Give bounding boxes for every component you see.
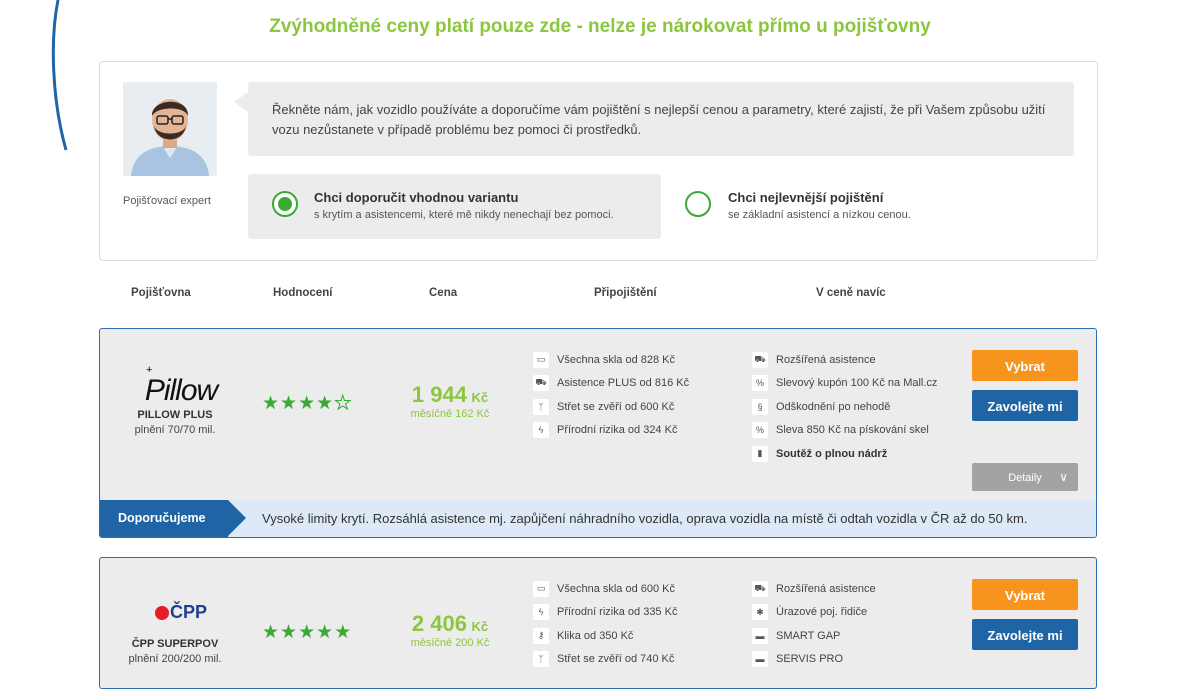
rating-stars: [262, 392, 352, 415]
included-item: [752, 395, 937, 419]
column-header-insurer: Pojišťovna: [131, 287, 191, 299]
paragraph-icon: §: [752, 399, 768, 415]
included-list: [752, 577, 876, 671]
extra-item[interactable]: [533, 648, 677, 672]
logo-sparkle-icon: +: [146, 364, 153, 376]
radio-selected-icon[interactable]: [272, 191, 298, 217]
call-me-button[interactable]: Zavolejte mi: [972, 619, 1078, 650]
option-title: Chci doporučit vhodnou variantu: [314, 190, 519, 205]
included-label: Rozšířená asistence: [776, 353, 876, 366]
included-item: [752, 348, 937, 372]
included-label: Slevový kupón 100 Kč na Mall.cz: [776, 377, 938, 390]
extra-item[interactable]: [533, 577, 677, 601]
price: [400, 382, 500, 408]
included-item: [752, 624, 876, 648]
option-subtitle: s krytím a asistencemi, které mě nikdy nenechají bez pomoci.: [314, 209, 614, 221]
included-label: Odškodnění po nehodě: [776, 400, 891, 413]
column-header-included: V ceně navíc: [816, 287, 886, 299]
insurer-logo: [126, 364, 236, 408]
tow-truck-icon: ⛟: [752, 581, 768, 597]
star-icon: ★: [262, 393, 281, 414]
key-icon: ⚷: [533, 628, 549, 644]
extra-label: Všechna skla od 600 Kč: [557, 582, 676, 595]
price-amount: 2 406: [411, 611, 467, 636]
extra-label: Střet se zvěří od 600 Kč: [557, 400, 675, 413]
product-coverage: plnění 70/70 mil.: [134, 424, 216, 436]
star-icon: ★: [298, 622, 317, 643]
column-header-price: Cena: [429, 287, 458, 299]
recommend-tag: Doporučujeme: [100, 500, 228, 537]
headline: Zvýhodněné ceny platí pouze zde - nelze je nárokovat přímo u pojišťovny: [269, 16, 931, 37]
included-label: Rozšířená asistence: [776, 582, 876, 595]
advisor-message: Řekněte nám, jak vozidlo používáte a doporučíme vám pojištění s nejlepší cenou a parametry, které zajistí, že při Vašem způsobu užití vozu nezůstanete v případě problému bez pomoci či prostředků.: [272, 102, 1046, 137]
price-currency: Kč: [471, 619, 489, 634]
star-icon: ★: [280, 622, 299, 643]
option-recommended[interactable]: [248, 174, 661, 239]
deer-icon: ᛉ: [533, 651, 549, 667]
price-monthly: měsíčně 200 Kč: [410, 637, 490, 649]
extras-list: [533, 348, 689, 442]
star-icon: ★: [316, 622, 335, 643]
product-coverage: plnění 200/200 mil.: [128, 653, 222, 665]
product-name: ČPP SUPERPOV: [131, 638, 219, 650]
logo-mark-icon: [155, 606, 169, 620]
percent-icon: %: [752, 422, 768, 438]
tow-truck-icon: ⛟: [752, 352, 768, 368]
offer-card: [99, 557, 1097, 689]
extra-item[interactable]: [533, 624, 677, 648]
select-button[interactable]: Vybrat: [972, 579, 1078, 610]
included-item: [752, 442, 937, 466]
logo-text: Pillow: [144, 374, 218, 407]
product-name: PILLOW PLUS: [137, 409, 213, 421]
extra-item[interactable]: [533, 419, 689, 443]
glass-icon: ▭: [533, 581, 549, 597]
star-icon: ★: [334, 622, 353, 643]
included-label: Soutěž o plnou nádrž: [776, 447, 888, 460]
star-empty-icon: ★: [334, 393, 353, 414]
percent-icon: %: [752, 375, 768, 391]
price-monthly: měsíčně 162 Kč: [410, 408, 490, 420]
deer-icon: ᛉ: [533, 399, 549, 415]
chevron-down-icon: ∨: [1059, 470, 1068, 484]
glass-icon: ▭: [533, 352, 549, 368]
included-item: [752, 419, 937, 443]
included-label: SERVIS PRO: [776, 653, 844, 666]
tow-truck-icon: ⛟: [533, 375, 549, 391]
insurer-logo: [126, 602, 236, 623]
price-amount: 1 944: [411, 382, 467, 407]
service-icon: ▬: [752, 651, 768, 667]
injury-icon: ✱: [752, 604, 768, 620]
column-header-rating: Hodnocení: [273, 287, 333, 299]
option-subtitle: se základní asistencí a nízkou cenou.: [728, 209, 911, 221]
recommendation-bar: [100, 500, 1096, 537]
extra-label: Přírodní rizika od 324 Kč: [557, 424, 678, 437]
gap-icon: ▬: [752, 628, 768, 644]
included-item: [752, 372, 937, 396]
included-label: SMART GAP: [776, 629, 841, 642]
included-item: [752, 648, 876, 672]
storm-icon: ϟ: [533, 604, 549, 620]
extras-list: [533, 577, 677, 671]
advisor-label: Pojišťovací expert: [123, 195, 211, 207]
extra-item[interactable]: [533, 372, 689, 396]
logo-text: ČPP: [169, 602, 207, 622]
radio-unselected-icon[interactable]: [685, 191, 711, 217]
extra-item[interactable]: [533, 348, 689, 372]
included-item: [752, 577, 876, 601]
price-currency: Kč: [471, 390, 489, 405]
included-item: [752, 601, 876, 625]
option-title: Chci nejlevnější pojištění: [728, 190, 884, 205]
star-icon: ★: [262, 622, 281, 643]
extra-item[interactable]: [533, 395, 689, 419]
column-header-extras: Připojištění: [594, 287, 657, 299]
advisor-speech-bubble: [248, 82, 1074, 156]
star-icon: ★: [316, 393, 335, 414]
advisor-panel: [99, 61, 1098, 261]
star-icon: ★: [298, 393, 317, 414]
extra-label: Klika od 350 Kč: [557, 629, 634, 642]
recommend-text: Vysoké limity krytí. Rozsáhlá asistence mj. zapůjčení náhradního vozidla, oprava vozidla na místě či odtah vozidla v ČR až do 50 km.: [262, 511, 1028, 526]
select-button[interactable]: Vybrat: [972, 350, 1078, 381]
extra-item[interactable]: [533, 601, 677, 625]
fuel-icon: ▮: [752, 446, 768, 462]
extra-label: Všechna skla od 828 Kč: [557, 353, 676, 366]
included-label: Úrazové poj. řidiče: [776, 606, 868, 619]
price: [400, 611, 500, 637]
option-cheapest[interactable]: [673, 174, 1073, 239]
rating-stars: [262, 621, 352, 644]
extra-label: Střet se zvěří od 740 Kč: [557, 653, 675, 666]
extra-label: Přírodní rizika od 335 Kč: [557, 606, 678, 619]
extra-label: Asistence PLUS od 816 Kč: [557, 377, 690, 390]
included-label: Sleva 850 Kč na pískování skel: [776, 424, 929, 437]
storm-icon: ϟ: [533, 422, 549, 438]
advisor-avatar: [123, 82, 217, 176]
star-icon: ★: [280, 393, 299, 414]
offer-card: [99, 328, 1097, 538]
included-list: [752, 348, 937, 466]
details-button[interactable]: [972, 463, 1078, 491]
call-me-button[interactable]: Zavolejte mi: [972, 390, 1078, 421]
details-label: Detaily: [1008, 472, 1042, 484]
